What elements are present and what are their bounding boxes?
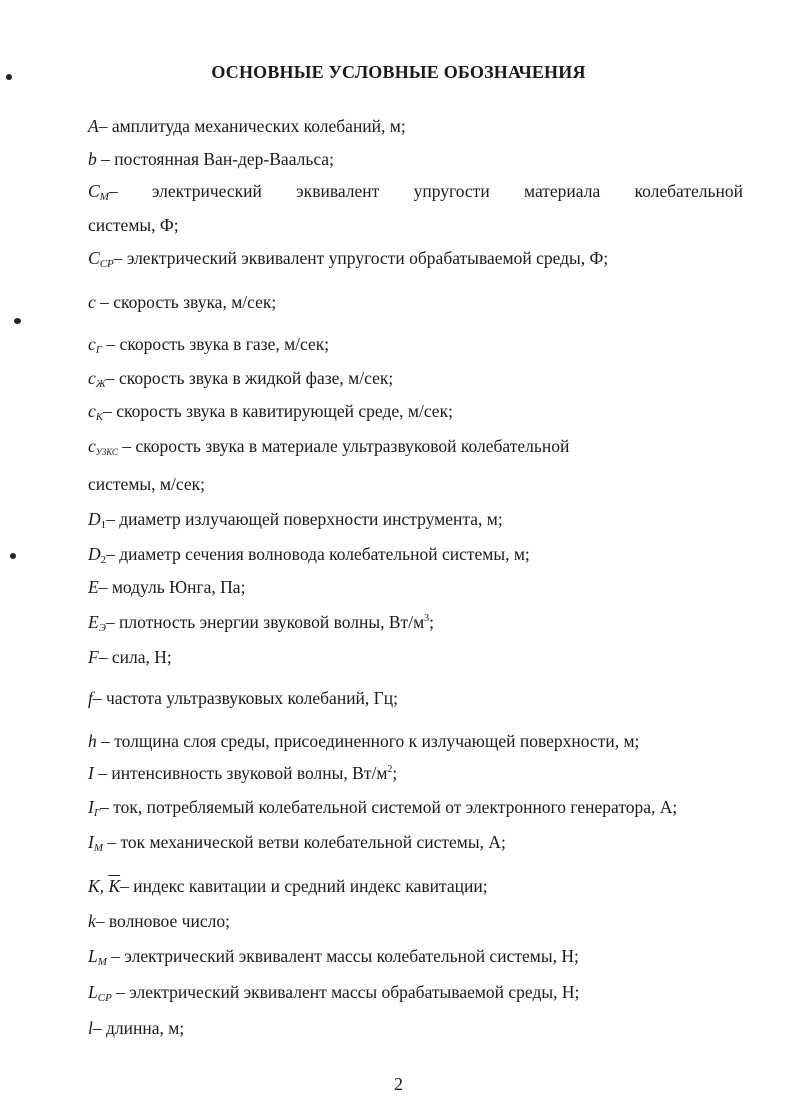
entry-ccp bbox=[88, 248, 608, 270]
entry-text: – диаметр сечения волновода колебательной системы, м; bbox=[106, 544, 530, 564]
entry-symbol: k bbox=[88, 911, 96, 931]
entry-subscript: Г bbox=[95, 344, 103, 356]
entry-length bbox=[88, 1018, 184, 1039]
entry-d1 bbox=[88, 509, 503, 531]
entry-sound-speed-cavitating bbox=[88, 401, 453, 423]
entry-lcp bbox=[88, 982, 579, 1004]
entry-symbol: C bbox=[88, 181, 100, 201]
entry-symbol: f bbox=[88, 688, 93, 708]
entry-cm-continuation: системы, Ф; bbox=[88, 215, 179, 235]
entry-text: – электрический эквивалент массы колебательной системы, Н; bbox=[106, 946, 579, 966]
entry-subscript: M bbox=[99, 191, 109, 203]
page-number: 2 bbox=[394, 1074, 403, 1094]
entry-symbol: E bbox=[88, 612, 99, 632]
entry-young-modulus bbox=[88, 577, 245, 598]
scan-speck bbox=[14, 318, 21, 324]
entry-text: – электрический эквивалент упругости материала колебательной bbox=[108, 181, 743, 201]
entry-text: – интенсивность звуковой волны, Вт/м bbox=[93, 763, 388, 783]
entry-force bbox=[88, 647, 172, 668]
entry-text: – скорость звука, м/сек; bbox=[95, 292, 277, 312]
entry-generator-current bbox=[88, 797, 677, 819]
entry-cm bbox=[88, 181, 743, 203]
entry-subscript: M bbox=[97, 956, 107, 968]
entry-subscript: 1 bbox=[100, 519, 107, 531]
scan-speck bbox=[10, 553, 16, 559]
entry-text: – скорость звука в кавитирующей среде, м/сек; bbox=[103, 401, 453, 421]
entry-text: – постоянная Ван-дер-Ваальса; bbox=[96, 149, 334, 169]
entry-sound-speed-liquid bbox=[88, 368, 393, 390]
entry-text: – скорость звука в материале ультразвуковой колебательной bbox=[117, 436, 570, 456]
entry-text: – индекс кавитации и средний индекс кавитации; bbox=[120, 876, 488, 896]
entry-text: – электрический эквивалент массы обрабатываемой среды, Н; bbox=[111, 982, 580, 1002]
entry-text: – скорость звука в газе, м/сек; bbox=[102, 334, 330, 354]
entry-mechanical-current bbox=[88, 832, 506, 854]
mean-cavitation-symbol: $\overline{K}$ bbox=[108, 876, 121, 896]
entry-text: – ток механической ветви колебательной системы, А; bbox=[103, 832, 506, 852]
entry-symbol: L bbox=[88, 946, 98, 966]
entry-sound-speed-uzks bbox=[88, 436, 569, 457]
entry-text: – сила, Н; bbox=[98, 647, 172, 667]
entry-subscript: 2 bbox=[100, 554, 107, 566]
entry-symbol: h bbox=[88, 731, 97, 751]
entry-superscript: 2 bbox=[387, 764, 393, 775]
entry-text: – волновое число; bbox=[95, 911, 230, 931]
entry-symbol: I bbox=[88, 797, 94, 817]
entry-amplitude bbox=[88, 116, 406, 137]
entry-subscript: CP bbox=[97, 992, 112, 1004]
entry-text: – длинна, м; bbox=[92, 1018, 185, 1038]
entry-tail: ; bbox=[392, 763, 398, 783]
entry-symbol: K, $\overline{K}$ bbox=[88, 876, 121, 896]
entry-sound-speed-gas bbox=[88, 334, 329, 356]
entry-tail: ; bbox=[429, 612, 435, 632]
scan-speck bbox=[6, 74, 12, 80]
entry-subscript: Ж bbox=[95, 378, 106, 390]
entry-sound-speed bbox=[88, 292, 276, 313]
entry-lm bbox=[88, 946, 579, 968]
entry-intensity bbox=[88, 763, 397, 784]
entry-wave-number bbox=[88, 911, 230, 932]
entry-text: – толщина слоя среды, присоединенного к излучающей поверхности, м; bbox=[96, 731, 640, 751]
entry-symbol: I bbox=[88, 832, 94, 852]
entry-symbol: c bbox=[88, 436, 96, 456]
page-title: ОСНОВНЫЕ УСЛОВНЫЕ ОБОЗНАЧЕНИЯ bbox=[211, 62, 586, 82]
entry-subscript: Г bbox=[93, 807, 101, 819]
entry-symbol: I bbox=[88, 763, 94, 783]
entry-symbol: A bbox=[88, 116, 99, 136]
entry-text: – амплитуда механических колебаний, м; bbox=[98, 116, 406, 136]
entry-text: – электрический эквивалент упругости обрабатываемой среды, Ф; bbox=[113, 248, 609, 268]
entry-symbol: c bbox=[88, 334, 96, 354]
entry-text: – диаметр излучающей поверхности инструмента, м; bbox=[106, 509, 503, 529]
entry-subscript: УЗКС bbox=[95, 447, 118, 457]
entry-cavitation-index bbox=[88, 876, 488, 897]
entry-symbol: c bbox=[88, 292, 96, 312]
entry-symbol: L bbox=[88, 982, 98, 1002]
entry-subscript: Э bbox=[98, 622, 106, 634]
entry-d2 bbox=[88, 544, 530, 566]
entry-symbol: c bbox=[88, 401, 96, 421]
entry-layer-thickness bbox=[88, 731, 639, 752]
entry-symbol: C bbox=[88, 248, 100, 268]
entry-subscript: K bbox=[95, 411, 104, 423]
entry-subscript: CP bbox=[99, 258, 114, 270]
entry-text: – ток, потребляемый колебательной системой от электронного генератора, А; bbox=[100, 797, 678, 817]
entry-energy-density bbox=[88, 612, 434, 634]
entry-frequency bbox=[88, 688, 398, 709]
entry-uzks-continuation: системы, м/сек; bbox=[88, 474, 205, 494]
entry-text: – плотность энергии звуковой волны, Вт/м bbox=[105, 612, 425, 632]
entry-symbol: b bbox=[88, 149, 97, 169]
entry-text: – частота ультразвуковых колебаний, Гц; bbox=[92, 688, 399, 708]
entry-van-der-waals bbox=[88, 149, 334, 170]
entry-symbol: E bbox=[88, 577, 99, 597]
entry-symbol: D bbox=[88, 509, 101, 529]
entry-text: – модуль Юнга, Па; bbox=[98, 577, 246, 597]
entry-text: – скорость звука в жидкой фазе, м/сек; bbox=[105, 368, 394, 388]
entry-symbol: c bbox=[88, 368, 96, 388]
entry-symbol: F bbox=[88, 647, 99, 667]
entry-subscript: M bbox=[93, 842, 103, 854]
entry-superscript: 3 bbox=[424, 613, 430, 624]
entry-symbol: l bbox=[88, 1018, 93, 1038]
entry-symbol: D bbox=[88, 544, 101, 564]
